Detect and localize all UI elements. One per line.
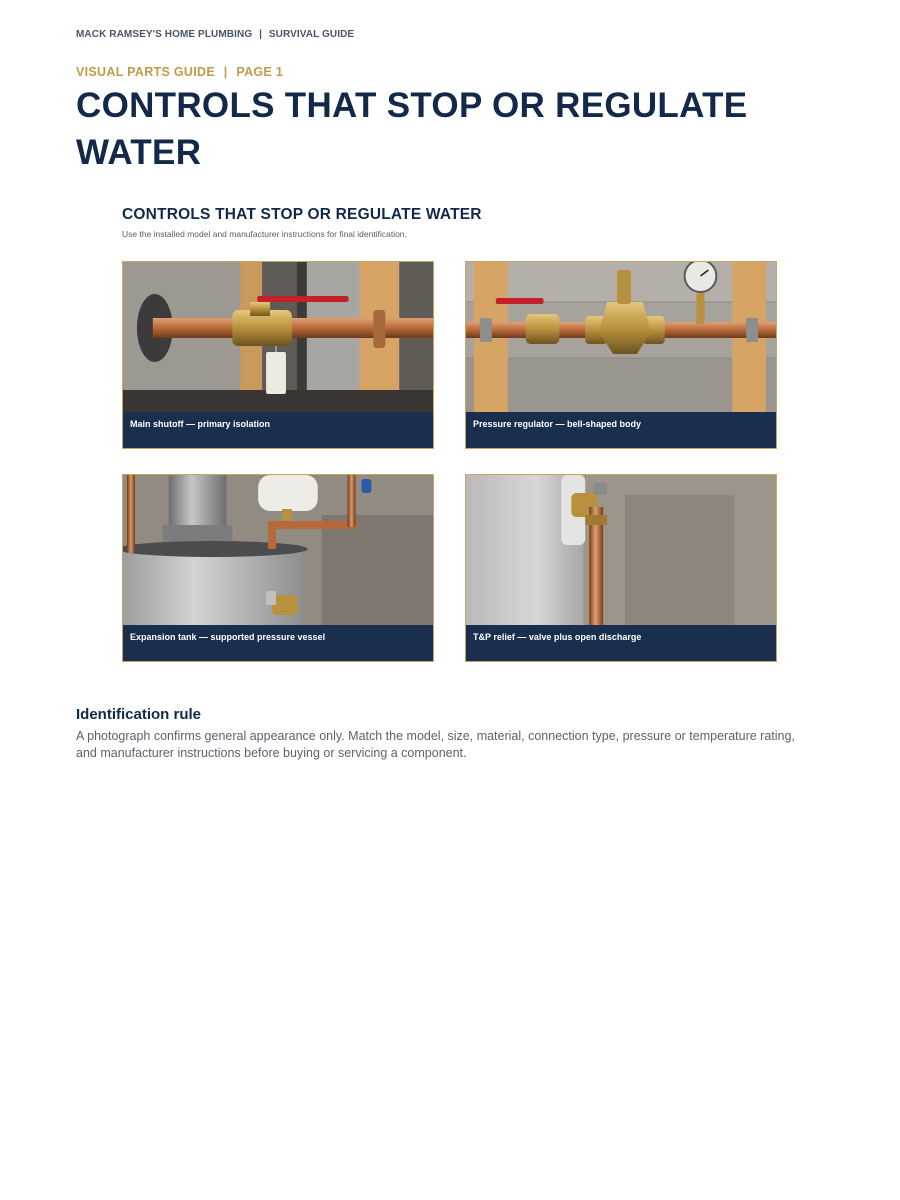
header-separator: | [259, 29, 262, 40]
tp-relief-valve-photo [466, 475, 776, 625]
figure-caption: Use the installed model and manufacturer instructions for final identification. [122, 229, 407, 239]
eyebrow-separator: | [223, 65, 228, 79]
card-caption: Pressure regulator — bell-shaped body [473, 419, 642, 429]
card-expansion-tank [122, 474, 434, 662]
parts-figure [120, 198, 785, 670]
main-shutoff-valve-photo [123, 262, 433, 412]
card-caption: Main shutoff — primary isolation [130, 419, 271, 429]
card-caption: T&P relief — valve plus open discharge [473, 632, 642, 642]
expansion-tank-photo [123, 475, 433, 625]
eyebrow [76, 65, 283, 79]
card-caption: Expansion tank — supported pressure vessel [130, 632, 326, 642]
card-main-shutoff [122, 261, 434, 449]
card-tp-relief [465, 474, 777, 662]
section-name: SURVIVAL GUIDE [268, 29, 355, 40]
page-title: CONTROLS THAT STOP OR REGULATE WATER [76, 86, 748, 172]
page-number: PAGE 1 [236, 65, 284, 79]
figure-title: CONTROLS THAT STOP OR REGULATE WATER [122, 206, 482, 223]
card-pressure-regulator [465, 261, 777, 449]
running-header [76, 29, 354, 40]
brand-name: MACK RAMSEY'S HOME PLUMBING [76, 29, 253, 40]
identification-rule-body: A photograph confirms general appearance only. Match the model, size, material, connection type, pressure or temperature rating, and manufacturer instructions before buying or servicing a component. [76, 729, 795, 760]
identification-rule-heading: Identification rule [76, 706, 202, 723]
guide-name: VISUAL PARTS GUIDE [76, 65, 215, 79]
pressure-regulator-photo [466, 262, 776, 412]
